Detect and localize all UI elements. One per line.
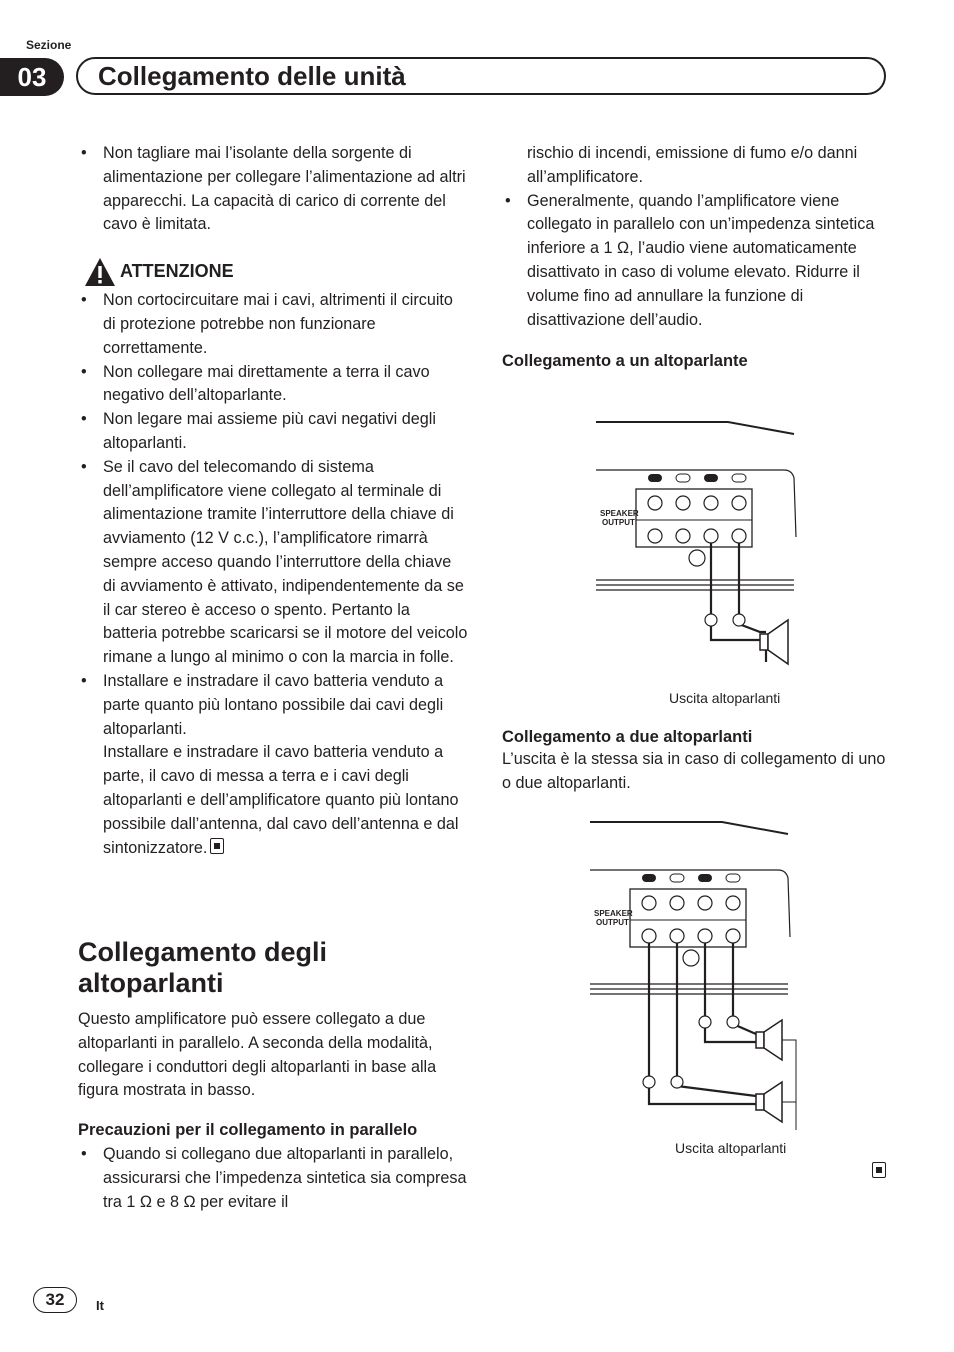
end-mark-icon	[210, 838, 224, 854]
speaker-output-label: OUTPUT	[602, 518, 635, 527]
speaker-output-label: SPEAKER	[600, 509, 639, 518]
figure-one-speaker	[588, 412, 808, 712]
warning-icon	[84, 257, 116, 287]
terminal-markers	[648, 474, 746, 482]
parallel-bullet: • Generalmente, quando l’amplificatore viene collegato in parallelo con un’impedenza sintetica inferiore a 1 Ω, l’audio viene automaticamente disattivato in caso di volume elevato. Ridurre il volume fino ad annullare la funzione di disattivazione dell’audio.	[502, 190, 892, 333]
terminal-markers	[642, 874, 740, 882]
section-body-text: Questo amplificatore può essere collegato a due altoparlanti in parallelo. A seconda della modalità, collegare i conduttori degli altoparlanti in base alla figura mostrata in basso.	[78, 1010, 437, 1100]
figure-caption: Uscita altoparlanti	[675, 1140, 787, 1156]
caution-bullet: • Se il cavo del telecomando di sistema dell’amplificatore viene collegato al terminale di alimentazione tramite l’interruttore della chiave di avviamento (12 V c.c.), l’amplificatore rimarrà sempre acceso quando l’interruttore della chiave di avviamento è attivato, indipendentemente da se il car stereo è acceso o spento. Pertanto la batteria potrebbe scaricarsi se il motore del veicolo rimane a lungo al minimo o con la marcia in folle.	[78, 456, 468, 670]
speaker-output-label: OUTPUT	[596, 918, 629, 927]
two-speaker-section	[502, 726, 892, 796]
two-speaker-heading: Collegamento a due altoparlanti	[502, 728, 753, 746]
speaker-output-label: SPEAKER	[594, 909, 633, 918]
intro-bullet: • Non tagliare mai l’isolante della sorgente di alimentazione per collegare l’alimentazione ad altri apparecchi. La capacità di carico di corrente del cavo è limitata.	[78, 142, 468, 237]
language-code: It	[96, 1298, 104, 1313]
caution-bullet: • Non cortocircuitare mai i cavi, altrimenti il circuito di protezione potrebbe non funzionare correttamente.	[78, 289, 468, 360]
one-speaker-heading: Collegamento a un altoparlante	[502, 352, 748, 371]
caution-bullet: • Non collegare mai direttamente a terra il cavo negativo dell’altoparlante.	[78, 361, 468, 409]
parallel-heading: Precauzioni per il collegamento in parallelo	[78, 1121, 418, 1140]
parallel-bullet-continuation: rischio di incendi, emissione di fumo e/o danni all’amplificatore.	[527, 144, 858, 186]
right-column	[502, 142, 892, 372]
section-number-badge: 03	[0, 58, 64, 96]
caution-title: ATTENZIONE	[120, 261, 234, 282]
caution-bullet: • Installare e instradare il cavo batteria venduto a parte quanto più lontano possibile dai cavi degli altoparlanti.	[78, 670, 468, 741]
speaker-icon	[756, 1082, 782, 1122]
speaker-icon	[760, 620, 788, 664]
page-title: Collegamento delle unità	[98, 61, 406, 91]
caution-bullet: • Non legare mai assieme più cavi negativi degli altoparlanti.	[78, 408, 468, 456]
caution-heading	[84, 257, 468, 287]
parallel-bullet: • Quando si collegano due altoparlanti in parallelo, assicurarsi che l’impedenza sintetica sia compresa tra 1 Ω e 8 Ω per evitare il	[78, 1143, 468, 1214]
caution-continuation-text: Installare e instradare il cavo batteria venduto a parte, il cavo di messa a terra e i cavi degli altoparlanti e dell’amplificatore quanto più lontano possibile dall’antenna, dal cavo dell’antenna e dal sintonizzatore.	[103, 743, 459, 857]
figure-two-speakers	[582, 812, 804, 1152]
section-body	[78, 1008, 468, 1215]
section-heading: Collegamento degli altoparlanti	[78, 937, 328, 998]
figure-caption: Uscita altoparlanti	[669, 690, 781, 706]
page-number: 32	[33, 1287, 77, 1313]
end-mark-icon	[872, 1162, 886, 1178]
section-label: Sezione	[26, 38, 72, 52]
left-column	[78, 142, 468, 860]
caution-continuation	[78, 741, 468, 860]
two-speaker-body: L’uscita è la stessa sia in caso di collegamento di uno o due altoparlanti.	[502, 750, 886, 792]
speaker-icon	[756, 1020, 782, 1060]
